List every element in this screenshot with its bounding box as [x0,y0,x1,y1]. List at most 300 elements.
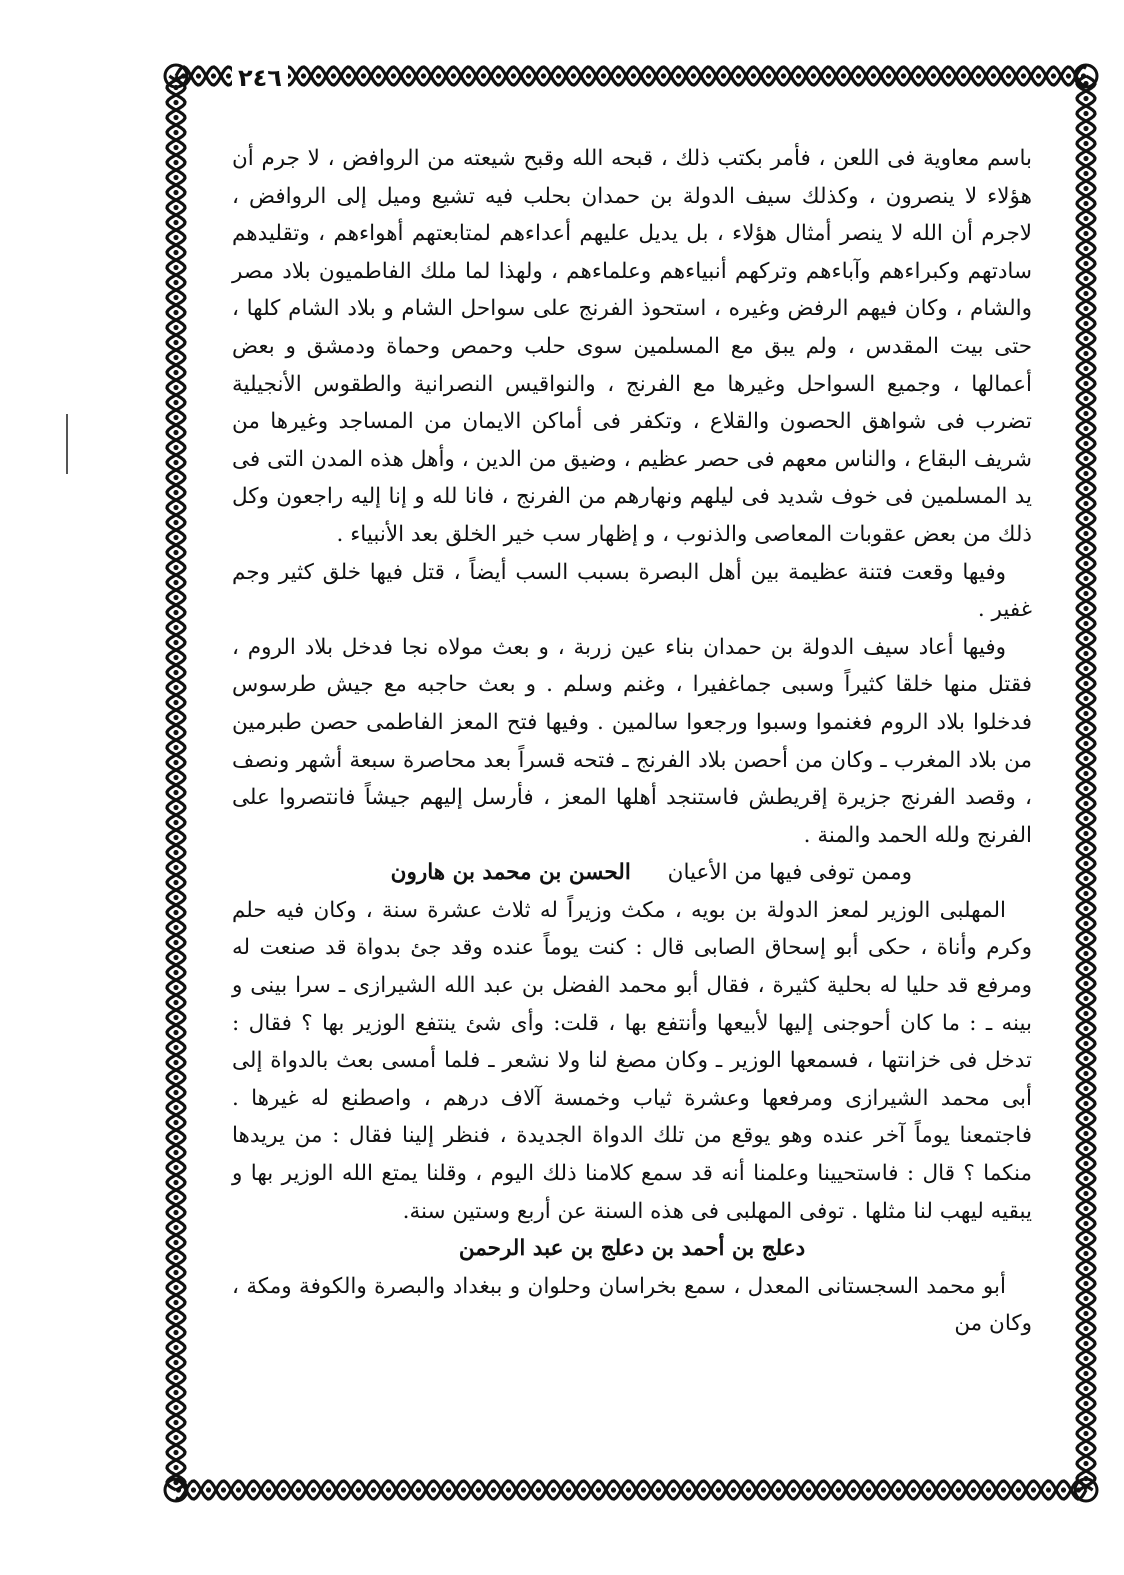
rope-knot [1083,1026,1088,1031]
rope-knot [173,535,178,540]
rope-knot [1031,1487,1036,1492]
rope-knot [716,1487,721,1492]
rope-knot [1083,201,1088,206]
rope-knot [1083,261,1088,266]
rope-knot [1083,1446,1088,1451]
rope-knot [1083,111,1088,116]
rope-knot [926,1487,931,1492]
rope-knot [173,1180,178,1185]
rope-knot [173,1210,178,1215]
rope-knot [173,1060,178,1065]
rope-knot [1083,186,1088,191]
rope-knot [173,340,178,345]
rope-knot [521,1487,526,1492]
rope-knot [476,1487,481,1492]
rope-knot [173,460,178,465]
rope-knot [1083,561,1088,566]
rope-knot [1083,216,1088,221]
rope-knot [173,1255,178,1260]
rope-knot [173,550,178,555]
rope-knot [1083,1431,1088,1436]
rope-knot [866,1487,871,1492]
rope-knot [1083,141,1088,146]
rope-knot [601,73,606,78]
rope-knot [173,730,178,735]
paragraph-sayf-al-dawla: وفيها أعاد سيف الدولة بن حمدان بناء عين زربة ، و بعث مولاه نجا فدخل بلاد الروم ، فقتل منها خلقا كثيراً وسبى جماغفيرا ، وغنم وسلم . و بعث حاجبه مع جيش طرسوس فدخلوا بلاد الروم فغنموا وسبوا ورجعوا سالمين . وفيها فتح المعز الفاطمى حصن طبرمين من بلاد المغرب ـ وكان من أحصن بلاد الفرنج ـ فتحه قسراً بعد محاصرة سبعة أشهر ونصف ، وقصد الفرنج جزيرة إقريطش فاستنجد أهلها المعز ، فأرسل إليهم جيشاً فانتصروا على الفرنج ولله الحمد والمنة . [232,634,1032,848]
rope-knot [346,73,351,78]
rope-knot [1083,381,1088,386]
rope-knot [173,895,178,900]
rope-knot [1083,336,1088,341]
rope-knot [1066,73,1071,78]
rope-knot [1083,501,1088,506]
rope-knot [173,640,178,645]
rope-knot [1076,1487,1081,1492]
rope-knot [646,73,651,78]
rope-knot [1083,786,1088,791]
rope-knot [1083,486,1088,491]
rope-knot [173,625,178,630]
rope-knot [173,1015,178,1020]
rope-knot [173,475,178,480]
rope-knot [1083,936,1088,941]
rope-knot [1083,1401,1088,1406]
rope-knot [173,1165,178,1170]
rope-knot [173,1390,178,1395]
rope-knot [173,190,178,195]
rope-knot [173,1045,178,1050]
rope-knot [1083,861,1088,866]
rope-knot [1083,546,1088,551]
rope-knot [173,1240,178,1245]
rope-knot [1083,411,1088,416]
rope-knot [1083,81,1088,86]
rope-knot [1083,1086,1088,1091]
rope-knot [1083,981,1088,986]
rope-knot [551,1487,556,1492]
rope-knot [173,985,178,990]
rope-knot [173,565,178,570]
rope-knot [1083,1326,1088,1331]
rope-knot [541,73,546,78]
rope-knot [173,145,178,150]
rope-knot [1083,591,1088,596]
rope-knot [1083,156,1088,161]
rope-knot [971,1487,976,1492]
rope-knot [656,1487,661,1492]
rope-knot [1083,471,1088,476]
rope-knot [736,73,741,78]
rope-knot [806,1487,811,1492]
rope-knot [766,73,771,78]
rope-knot [173,790,178,795]
rope-knot [173,325,178,330]
rope-knot [173,265,178,270]
rope-knot [431,1487,436,1492]
scan-margin-mark [66,414,68,474]
rope-knot [173,415,178,420]
rope-knot [173,715,178,720]
rope-knot [173,220,178,225]
rope-knot [461,1487,466,1492]
obituaries-intro: وممن توفى فيها من الأعيان [667,860,912,886]
rope-knot [1083,1461,1088,1466]
rope-knot [686,1487,691,1492]
rope-knot [1051,73,1056,78]
rope-knot [1083,621,1088,626]
rope-knot [173,925,178,930]
rope-knot [1083,1101,1088,1106]
rope-knot [1083,726,1088,731]
rope-knot [811,73,816,78]
rope-knot [196,73,201,78]
rope-knot [1083,366,1088,371]
rope-knot [1083,681,1088,686]
rope-knot [1083,96,1088,101]
rope-knot [296,1487,301,1492]
rope-knot [676,73,681,78]
rope-knot [173,1225,178,1230]
rope-knot [173,610,178,615]
rope-knot [1021,73,1026,78]
rope-knot [1083,1311,1088,1316]
paragraph-muhallabi: المهلبى الوزير لمعز الدولة بن بويه ، مكث وزيراً له ثلاث عشرة سنة ، وكان فيه حلم وكرم وأناة ، حكى أبو إسحاق الصابى قال : كنت يوماً عنده وقد جئ بدواة قد صنعت له ومرفع قد حليا له بحلية كثيرة ، فقال أبو محمد الفضل بن عبد الله الشيرازى ـ سرا بينى و بينه ـ : ما كان أحوجنى إليها لأبيعها وأنتفع بها ، قلت: وأى شئ ينتفع الوزير بها ؟ فقال : تدخل فى خزانتها ، فسمعها الوزير ـ وكان مصغ لنا ولا نشعر ـ فلما أمسى بعث بالدواة إلى أبى محمد الشيرازى ومرفعها وعشرة ثياب وخمسة آلاف درهم ، واصطنع له غيرها . فاجتمعنا يوماً آخر عنده وهو يوقع من تلك الدواة الجديدة ، فنظر إلينا فقال : من يريدها منكما ؟ قال : فاستحيينا وعلمنا أنه قد سمع كلامنا ذلك اليوم ، وقلنا يمتع الله الوزير بها و يبقيه ليهب لنا مثلها . توفى المهلبى فى هذه السنة عن أربع وستين سنة. [232,897,1032,1224]
rope-knot [841,73,846,78]
rope-knot [911,1487,916,1492]
rope-knot [173,955,178,960]
rope-knot [1083,291,1088,296]
rope-knot [1083,651,1088,656]
rope-knot [791,1487,796,1492]
rope-knot [1083,276,1088,281]
rope-knot [266,1487,271,1492]
rope-knot [1083,951,1088,956]
rope-knot [221,1487,226,1492]
rope-knot [1061,1487,1066,1492]
rope-knot [173,865,178,870]
rope-knot [173,700,178,705]
rope-knot [641,1487,646,1492]
rope-knot [173,1405,178,1410]
rope-knot [1083,1041,1088,1046]
rope-knot [173,370,178,375]
rope-knot [986,1487,991,1492]
rope-knot [173,820,178,825]
rope-knot [556,73,561,78]
rope-knot [511,73,516,78]
rope-knot [1083,1131,1088,1136]
rope-knot [226,73,231,78]
rope-knot [821,1487,826,1492]
rope-knot [386,1487,391,1492]
rope-knot [706,73,711,78]
rope-knot [901,73,906,78]
rope-knot [661,73,666,78]
rope-knot [931,73,936,78]
rope-knot [173,1420,178,1425]
rope-knot [1083,1251,1088,1256]
rope-knot [701,1487,706,1492]
rope-knot [173,1195,178,1200]
rope-knot [1083,876,1088,881]
rope-knot [1083,1386,1088,1391]
rope-knot [1083,921,1088,926]
rope-knot [1083,531,1088,536]
rope-knot [956,1487,961,1492]
rope-knot [566,1487,571,1492]
rope-knot [173,385,178,390]
rope-knot [191,1487,196,1492]
rope-knot [731,1487,736,1492]
rope-knot [361,73,366,78]
rope-knot [173,745,178,750]
rope-knot [1083,801,1088,806]
rope-knot [173,250,178,255]
rope-knot [1083,1416,1088,1421]
rope-knot [173,1285,178,1290]
rope-knot [1083,831,1088,836]
rope-knot [173,160,178,165]
rope-knot [173,655,178,660]
rope-knot [941,1487,946,1492]
rope-knot [946,73,951,78]
rope-knot [1083,1266,1088,1271]
rope-knot [173,115,178,120]
rope-knot [976,73,981,78]
rope-knot [173,1105,178,1110]
rope-knot [173,1330,178,1335]
rope-knot [173,205,178,210]
rope-knot [856,73,861,78]
rope-knot [1016,1487,1021,1492]
rope-knot [1083,636,1088,641]
rope-knot [596,1487,601,1492]
rope-knot [173,970,178,975]
rope-knot [506,1487,511,1492]
paragraph-sabb-rafidah: باسم معاوية فى اللعن ، فأمر بكتب ذلك ، قبحه الله وقبح شيعته من الروافض ، لا جرم أن هؤلاء لا ينصرون ، وكذلك سيف الدولة بن حمدان بحلب فيه تشيع وميل إلى الروافض ، لاجرم أن الله لا ينصر أمثال هؤلاء ، بل يديل عليهم أعداءهم لمتابعتهم أهواءهم ، وتقليدهم سادتهم وكبراءهم وآباءهم وتركهم أنبياءهم وعلماءهم ، ولهذا لما ملك الفاطميون بلاد مصر والشام ، وكان فيهم الرفض وغيره ، استحوذ الفرنج على سواحل الشام و بلاد الشام كلها ، حتى بيت المقدس ، ولم يبق مع المسلمين سوى حلب وحمص وحماة ودمشق و بعض أعمالها ، وجميع السواحل وغيرها مع الفرنج ، والنواقيس النصرانية والطقوس الأنجيلية تضرب فى شواهق الحصون والقلاع ، وتكفر فى أماكن الايمان من المساجد وغيرها من شريف البقاع ، والناس معهم فى حصر عظيم ، وضيق من الدين ، وأهل هذه المدن التى فى يد المسلمين فى خوف شديد فى ليلهم ونهارهم من الفرنج ، فانا لله و إنا إليه راجعون وكل ذلك من بعض عقوبات المعاصى والذنوب ، و إظهار سب خير الخلق بعد الأنبياء . [232,146,1032,547]
rope-knot [1083,126,1088,131]
rope-knot [406,73,411,78]
rope-knot [173,1120,178,1125]
biography-heading-hasan: الحسن بن محمد بن هارون [390,860,631,886]
rope-knot [1083,516,1088,521]
rope-knot [1083,1176,1088,1181]
rope-knot [1083,426,1088,431]
rope-knot [581,1487,586,1492]
rope-knot [356,1487,361,1492]
rope-knot [173,280,178,285]
rope-knot [1083,1011,1088,1016]
rope-knot [173,1030,178,1035]
rope-knot [961,73,966,78]
rope-knot [1083,1161,1088,1166]
rope-knot [173,1150,178,1155]
rope-knot [761,1487,766,1492]
rope-knot [173,595,178,600]
rope-knot [851,1487,856,1492]
rope-knot [173,520,178,525]
biography-heading-daalaj: دعلج بن أحمد بن دعلج بن عبد الرحمن [458,1236,806,1262]
rope-knot [173,235,178,240]
rope-knot [301,73,306,78]
rope-knot [1083,1191,1088,1196]
rope-knot [341,1487,346,1492]
rope-knot [1083,666,1088,671]
rope-knot [721,73,726,78]
obituaries-intro-line [232,854,1032,892]
rope-knot [281,1487,286,1492]
rope-knot [616,73,621,78]
rope-knot [1083,906,1088,911]
rope-knot [1083,996,1088,1001]
rope-knot [173,1075,178,1080]
rope-knot [896,1487,901,1492]
rope-knot [1083,1146,1088,1151]
rope-knot [173,1480,178,1485]
rope-knot [331,73,336,78]
rope-knot [991,73,996,78]
rope-knot [526,73,531,78]
rope-knot [173,880,178,885]
rope-knot [1083,1296,1088,1301]
rope-knot [1083,246,1088,251]
rope-knot [1083,771,1088,776]
rope-knot [173,490,178,495]
rope-knot [836,1487,841,1492]
rope-knot [1083,1281,1088,1286]
rope-knot [173,850,178,855]
rope-knot [1083,711,1088,716]
rope-knot [1083,966,1088,971]
rope-knot [1083,351,1088,356]
rope-knot [1083,756,1088,761]
rope-knot [496,73,501,78]
rope-knot [1083,1071,1088,1076]
rope-knot [1083,441,1088,446]
rope-knot [316,73,321,78]
rope-knot [401,1487,406,1492]
rope-knot [421,73,426,78]
rope-knot [826,73,831,78]
rope-knot [1083,1341,1088,1346]
rope-knot [173,100,178,105]
rope-knot [586,73,591,78]
rope-knot [481,73,486,78]
rope-knot [173,940,178,945]
rope-knot [173,355,178,360]
rope-knot [173,580,178,585]
rope-knot [173,1135,178,1140]
rope-knot [1083,1056,1088,1061]
rope-knot [1083,396,1088,401]
rope-knot [671,1487,676,1492]
rope-knot [173,835,178,840]
rope-knot [173,175,178,180]
rope-knot [916,73,921,78]
rope-knot [173,805,178,810]
rope-knot [1083,1206,1088,1211]
rope-knot [1001,1487,1006,1492]
paragraph-basra-fitna: وفيها وقعت فتنة عظيمة بين أهل البصرة بسبب السب أيضاً ، قتل فيها خلق كثير وجم غفير . [232,559,1032,623]
rope-knot [311,1487,316,1492]
rope-knot [1083,696,1088,701]
rope-knot [626,1487,631,1492]
rope-knot [173,445,178,450]
rope-knot [173,670,178,675]
rope-knot [1083,171,1088,176]
paragraph-daalaj: أبو محمد السجستانى المعدل ، سمع بخراسان وحلوان و ببغداد والبصرة والكوفة ومكة ، وكان من [232,1273,1032,1337]
rope-knot [173,1090,178,1095]
rope-knot [611,1487,616,1492]
rope-knot [173,1435,178,1440]
rope-knot [1083,1356,1088,1361]
page-body [232,140,1032,1440]
rope-knot [1083,846,1088,851]
rope-knot [173,775,178,780]
rope-knot [391,73,396,78]
rope-knot [1083,1371,1088,1376]
rope-knot [371,1487,376,1492]
rope-knot [571,73,576,78]
rope-knot [173,760,178,765]
rope-knot [206,1487,211,1492]
rope-knot [796,73,801,78]
rope-knot [436,73,441,78]
rope-knot [1083,606,1088,611]
rope-knot [211,73,216,78]
rope-knot [1083,231,1088,236]
rope-knot [236,1487,241,1492]
rope-knot [746,1487,751,1492]
rope-knot [173,310,178,315]
rope-knot [173,400,178,405]
rope-knot [173,1345,178,1350]
rope-knot [173,910,178,915]
rope-knot [173,295,178,300]
rope-knot [326,1487,331,1492]
rope-knot [173,430,178,435]
rope-knot [751,73,756,78]
rope-knot [466,73,471,78]
rope-knot [1036,73,1041,78]
rope-knot [1083,1221,1088,1226]
rope-knot [173,1375,178,1380]
rope-knot [1083,321,1088,326]
rope-knot [536,1487,541,1492]
rope-knot [886,73,891,78]
rope-knot [173,1450,178,1455]
rope-knot [173,505,178,510]
rope-knot [881,1487,886,1492]
rope-knot [173,1465,178,1470]
rope-knot [1083,1236,1088,1241]
rope-knot [251,1487,256,1492]
rope-knot [173,1300,178,1305]
rope-knot [1083,1116,1088,1121]
rope-knot [691,73,696,78]
rope-knot [173,130,178,135]
rope-knot [1083,306,1088,311]
rope-knot [871,73,876,78]
rope-knot [446,1487,451,1492]
rope-knot [1083,576,1088,581]
rope-knot [416,1487,421,1492]
rope-knot [451,73,456,78]
rope-knot [173,1270,178,1275]
rope-knot [1083,891,1088,896]
rope-knot [173,1000,178,1005]
rope-knot [1083,456,1088,461]
